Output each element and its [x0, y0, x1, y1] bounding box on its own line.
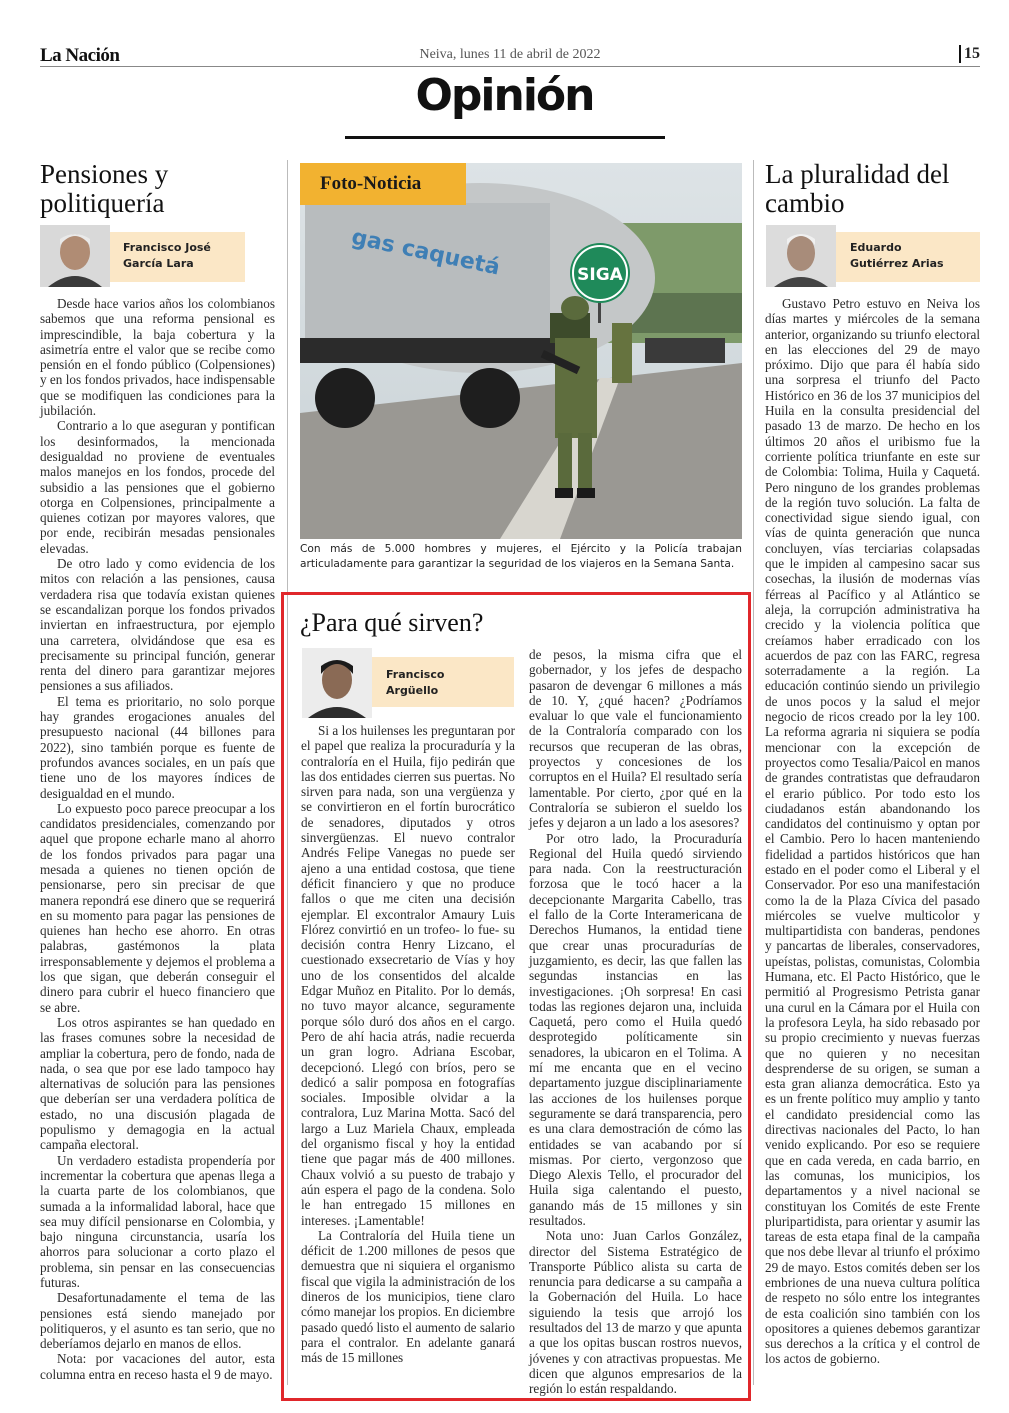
article-paragraph: La Contraloría del Huila tiene un déficit de 1.200 millones de pesos que demuestra que ni siquiera el organismo fiscal que vigila la administración de los dineros de los municipios, tiene claro cómo manejar los propios. En diciembre pasado quedó listo el aumento de salario para el contralor. En adelante ganará más de 15 millones: [301, 1227, 515, 1366]
photo-caption: Con más de 5.000 hombres y mujeres, el Ejército y la Policía trabajan articuladamente para garantizar la seguridad de los viajeros en la Semana Santa.: [300, 543, 742, 570]
photo-news-image: [300, 163, 742, 539]
article-paragraph: Desafortunadamente el tema de las pensiones está siendo manejado por politiqueros, y el asunto es tan serio, que no deberíamos dejarlo en manos de ellos.: [40, 1290, 275, 1352]
right-article-body: [765, 296, 980, 1367]
article-paragraph: Nota uno: Juan Carlos González, director del Sistema Estratégico de Transporte Público alista su carta de renuncia para dedicarse a su campaña a la Gobernación del Huila. Lo hace siguiendo la tesis que arrojó los resultados del 13 de marzo y que apunta a que los opitas buscan rostros nuevos, jóvenes y con atractivas propuestas. Me dicen que algunos empresarios de la región lo están respaldando.: [529, 1228, 742, 1397]
right-headline: La pluralidad del cambio: [765, 159, 950, 218]
left-headline: Pensiones y politiquería: [40, 159, 169, 218]
article-paragraph: Gustavo Petro estuvo en Neiva los días martes y miércoles de la semana anterior, organizando su triunfo electoral en las elecciones del 29 de mayo próximo. Dijo que para él había sido una sorpresa el triunfo del Pacto Histórico en 36 de los 37 municipios del Huila en la consulta presidencial del pasado 13 de marzo. De hecho en los últimos 20 años el uribismo fue la corriente política triunfante en este sur de Colombia: Tolima, Huila y Caquetá. Pero ninguno de los grandes problemas de la región tuvo solución. La falta de conectividad sigue siendo igual, con vías de quinta generación que nunca concluyen, vías terciarias colapsadas que le impiden al campesino sacar sus cosechas, la ilusión de modernas vías férreas al Pacífico y al Atlántico se aleja, la corrupción administrativa ha crecido y la violencia política que creíamos haber erradicado con los acuerdos de paz con las FARC, regresa soterradamente a la región. La educación continúo siendo un privilegio de unos pocos y la salud el mejor negocio de ricos creado por la ley 100. La reforma agraria ni siquiera se podía mencionar con la excepción de proyectos como Tesalia/Paicol en manos de grandes contratistas que defraudaron el erario público. Por todo esto los ciudadanos están abandonando los candidatos del continuismo y optan por el Cambio. Pero lo hacen manteniendo fidelidad a partidos históricos que han estado en el poder como el Liberal y el Conservador. Por eso una manifestación como la de la Plaza Cívica del pasado miércoles se vuelve multicolor y multipartidista con banderas, pendones y pancartas de liberales, conservadores, upeístas, polistas, comunistas, Colombia Humana, etc. El Pacto Histórico, que le permitió al Progresismo Petrista ganar una curul en la Cámara por el Huila con la profesora Leyla, ha sido rebasado por su propio crecimiento y nuevas fuerzas que no quieren y no necesitan desprenderse de su origen, se suman a esta gran alianza democrática. Esto ya es un frente político muy amplio y tanto el candidato presidencial como las directivas nacionales del Pacto, lo han venido explicando. Por eso se requiere que en cada vereda, en cada barrio, en las comunas, los municipios, los departamentos y a nivel nacional se constituyan los Comités de este Frente pluripartidista, para orientar y asumir las tareas de esta etapa final de la campaña que nos debe llevar al triunfo el próximo 29 de mayo. Estos comités deben ser los embriones de una nueva cultura política de respeto no sólo entre los integrantes de esta coalición sino también con los opositores a quienes debemos garantizar sus derechos a la crítica y el control de los actos de gobierno.: [765, 296, 980, 1367]
right-author-name: Eduardo Gutiérrez Arias: [850, 241, 944, 270]
article-paragraph: El tema es prioritario, no solo porque hay grandes erogaciones anuales del presupuesto nacional (44 billones para 2022), sino también porque es fuente de profundos avances sociales, en un país que tiene uno de los mayores índices de desigualdad en el mundo.: [40, 693, 275, 801]
article-paragraph: Si a los huilenses les preguntaran por el papel que realiza la procuraduría y la contraloría en el Huila, fijo pedirán que las dos entidades cierren sus puertas. No sirven para nada, son una vergüenza y se convirtieron en el fortín burocrático de senadores, diputados y otros sinvergüenzas. El nuevo contralor Andrés Felipe Vanegas no puede ser ajeno a una entidad costosa, que tiene déficit financiero y que no produce fallos o que me citen una decisión ejemplar. El excontralor Amaury Luis Flórez convirtió en un trofeo- lo fue- su decisión contra Henry Lizcano, el cuestionado exsecretario de Vías y hoy uno de los consentidos del alcalde Edgar Muñoz en Pitalito. Por lo demás, no tuvo mayor alcance, seguramente porque sólo duró dos años en el cargo. Pero de ahí hacia atrás, nadie recuerda un gran logro. Adriana Escobar, decepcionó. Llegó con bríos, pero se dedicó a salir pomposa en fotografías sociales. Imposible olvidar a la contralora, Luz Marina Motta. Sacó del largo a Luz Mariela Chaux, empleada del organismo fiscal y hoy la entidad tiene que pagar más de 400 millones. Chaux volvió a su puesto de trabajo y aún espera el pago de la condena. Solo le han entregado 15 millones en intereses. ¡Lamentable!: [301, 723, 515, 1228]
dateline: Neiva, lunes 11 de abril de 2022: [419, 47, 601, 62]
article-paragraph: Los otros aspirantes se han quedado en las frases comunes sobre la necesidad de ampliar la cobertura, pero de fondo, nada de nada, o sea que por ese lado tampoco hay alternativas de solución para las pensiones que deberían ser una verdadera política de estado, no una discusión plagada de populismo y demagogia en la actual campaña electoral.: [40, 1014, 275, 1153]
article-paragraph: Desde hace varios años los colombianos sabemos que una reforma pensional es imprescindible, la baja cobertura y la asimetría entre el valor que se recibe como pensión en el fondo público (Colpensiones) y en los fondos privados, hace indispensable que se modifiquen las condiciones para la jubilación.: [40, 296, 275, 419]
center-author-name: Francisco Argüello: [386, 668, 445, 697]
article-paragraph: Contrario a lo que aseguran y pontifican los desinformados, la mencionada desigualdad no proviene de eventuales malos manejos en los fondos, procede del subsidio a las pensiones que el gobierno otorga en Colpensiones, principalmente a quienes cotizan por mayores valores, que por ende, recibirán mesadas pensionales elevadas.: [40, 418, 275, 556]
photo-news-tag: [300, 163, 466, 205]
center-author-avatar: [302, 648, 372, 718]
page-number: 15: [959, 45, 980, 63]
article-paragraph: Por otro lado, la Procuraduría Regional del Huila quedó sirviendo para nada. Con la reestructuración forzosa que le tocó hacer a la decepcionante Margarita Cabello, tras el fallo de la Corte Interamericana de Derechos Humanos, la entidad tiene que crear unas procuradurías de juzgamiento, es decir, las que fallen las segundas instancias en las investigaciones. ¡Oh sorpresa! En casi todas las regiones dejaron una, incluida Caquetá, pero como el Huila quedó desprotegido políticamente sin senadores, la ubicaron en el Tolima. A mí me encanta que en el vecino departamento juzgue disciplinariamente las acciones de los huilenses porque seguramente se dará transparencia, pero es una clara demostración de cómo las entidades se van acabando por sí mismas. Por cierto, vergonzoso que Diego Alexis Tello, el procurador del Huila siga calentando el puesto, ganando más de 15 millones y sin resultados.: [529, 830, 742, 1228]
avatar-portrait-icon: [40, 225, 110, 287]
article-paragraph: Un verdadero estadista propendería por incrementar la cobertura que apenas llega a la cuarta parte de los colombianos, que sumada a la informalidad laboral, hace que sea muy difícil pensionarse en Colombia, y bajo ninguna circunstancia, usaría los ahorros para solucionar a corto plazo el problema, sin pensar en las consecuencias futuras.: [40, 1152, 275, 1290]
center-headline: ¿Para qué sirven?: [300, 608, 484, 637]
right-author-avatar: [766, 225, 836, 287]
section-title: Opinión: [415, 70, 594, 121]
article-paragraph: Lo expuesto poco parece preocupar a los candidatos presidenciales, comenzando por aquel que propone echarle mano al ahorro de los fondos privados para pagar una mesada a quienes no tienen opción de pensionarse, pero sin precisar de que manera repondrá ese dinero que se requerirá en su momento para pagar las pensiones de quienes han hecho ese ahorro. En otras palabras, gastémonos la plata irresponsablemente y dejemos el problema a los que sigan, que deberán conseguir el dinero para cubrir el hueco financiero que se abre.: [40, 800, 275, 1015]
left-article-body: [40, 296, 275, 1382]
sign-text: SIGA: [577, 265, 623, 285]
column-divider-right: [753, 160, 754, 1385]
section-title-underline: [345, 136, 665, 139]
masthead: [40, 45, 980, 67]
article-paragraph: Nota: por vacaciones del autor, esta columna entra en receso hasta el 9 de mayo.: [40, 1351, 275, 1382]
article-paragraph: De otro lado y como evidencia de los mitos con relación a las pensiones, causa verdadera risa que todavía existan quienes se escandalizan porque los fondos privados inviertan en infraestructura, por ejemplo una carretera, olvidándose que esa es precisamente su principal función, generar renta del dinero para garantizar mejores pensiones a sus afiliados.: [40, 556, 275, 694]
truck-text: gas caquetá: [349, 224, 503, 281]
avatar-portrait-icon: [302, 648, 372, 718]
left-author-avatar: [40, 225, 110, 287]
article-paragraph-continued: de pesos, la misma cifra que el gobernador, y los jefes de despacho pasaron de devengar 6 millones a más de 10. Y, ¿qué hacen? ¿Podríamos evaluar lo que vale el funcionamiento de la Contraloría comparado con los recursos que recuperan de las obras, proyectos y concesiones de los corruptos en el Huila? El resultado sería lamentable. Por cierto, ¿por qué en la Contraloría se subieron el sueldo los jefes y dejaron a un lado a los asesores?: [529, 647, 742, 831]
center-article-body-col2: [529, 647, 742, 1397]
center-article-body-col1: [301, 723, 515, 1365]
avatar-portrait-icon: [766, 225, 836, 287]
photo-news-tag-label: Foto-Noticia: [320, 173, 422, 194]
left-author-name: Francisco José García Lara: [123, 241, 211, 270]
newspaper-logo: La Nación: [40, 45, 120, 66]
photo-checkpoint-illustration: [300, 163, 742, 539]
